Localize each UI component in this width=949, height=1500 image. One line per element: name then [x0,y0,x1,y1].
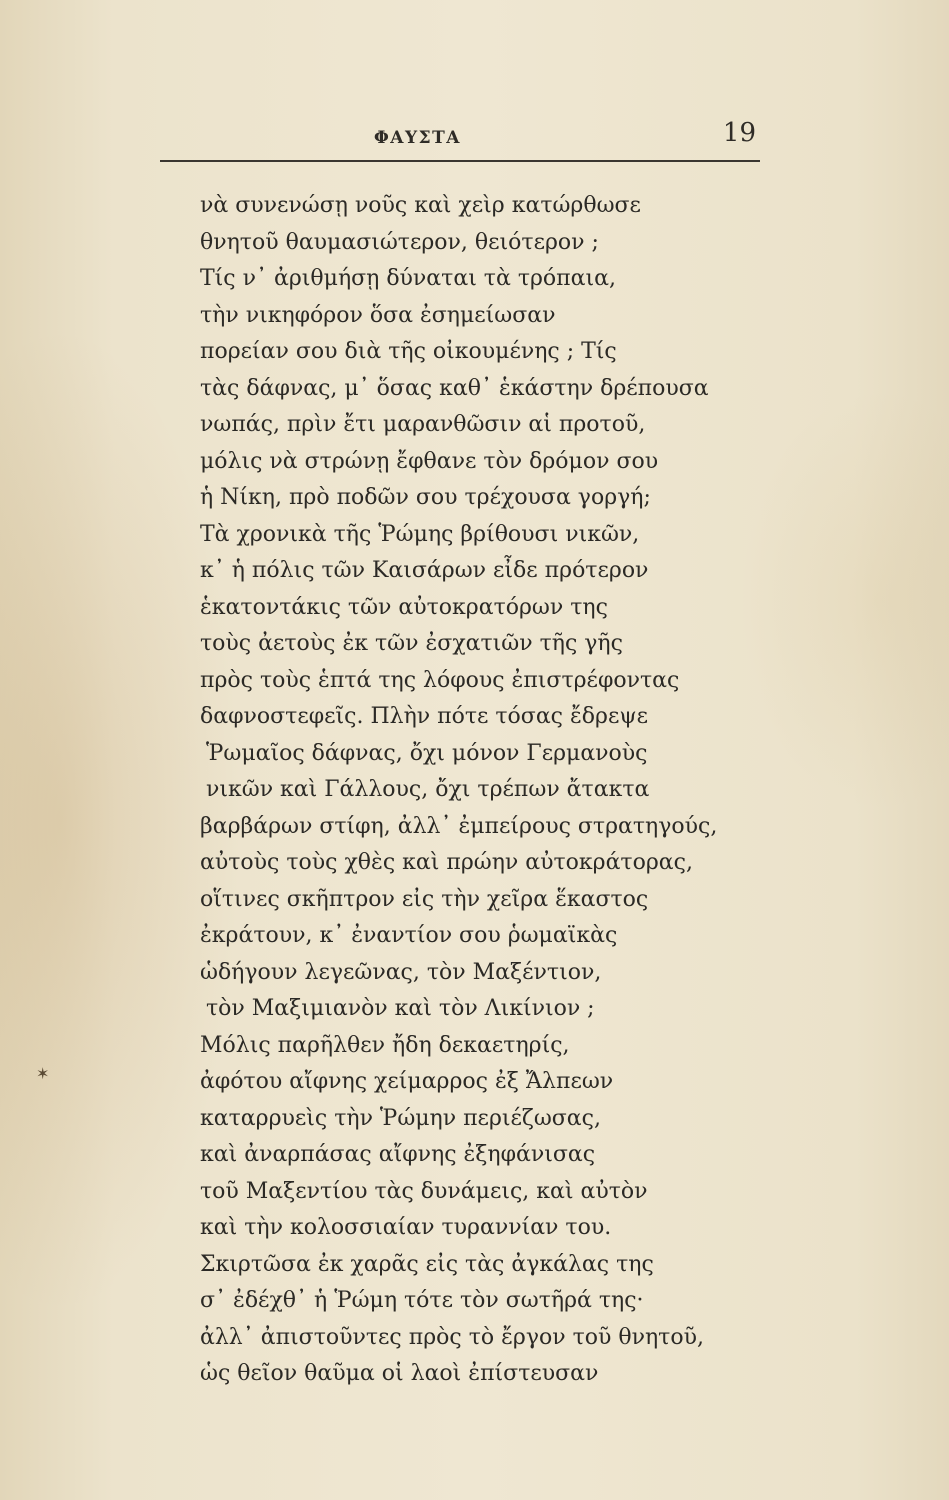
text-line: οἵτινες σκῆπτρον εἰς τὴν χεῖρα ἕκαστος [200,886,649,912]
text-line: νωπάς, πρὶν ἔτι μαρανθῶσιν αἱ προτοῦ, [200,412,646,437]
poem-text [200,188,760,1393]
text-line: Ῥωμαῖος δάφνας, ὄχι μόνον Γερμανοὺς [206,740,648,766]
text-line: ὡς θεῖον θαῦμα οἱ λαοὶ ἐπίστευσαν [200,1361,599,1386]
text-line: ἡ Νίκη, πρὸ ποδῶν σου τρέχουσα γοργή; [200,485,651,510]
header-rule [160,160,760,162]
text-line: Σκιρτῶσα ἐκ χαρᾶς εἰς τὰς ἀγκάλας της [200,1251,654,1277]
text-line: πορείαν σου διὰ τῆς οἰκουμένης ; Τίς [200,339,617,364]
page-header [160,118,760,158]
text-line: μόλις νὰ στρώνῃ ἔφθανε τὸν δρόμον σου [200,448,659,474]
text-line: καὶ τὴν κολοσσιαίαν τυραννίαν του. [200,1215,612,1240]
text-line: ἑκατοντάκις τῶν αὐτοκρατόρων της [200,594,608,620]
text-line: Μόλις παρῆλθεν ἤδη δεκαετηρίς, [200,1032,570,1058]
text-line: ἀφότου αἴφνης χείμαρρος ἐξ Ἄλπεων [200,1069,614,1094]
text-line: δαφνοστεφεῖς. Πλὴν πότε τόσας ἔδρεψε [200,704,649,729]
text-line: ὡδήγουν λεγεῶνας, τὸν Μαξέντιον, [200,959,602,985]
text-line: Τὰ χρονικὰ τῆς Ῥώμης βρίθουσι νικῶν, [200,521,640,547]
text-line: τὰς δάφνας, μ᾿ ὅσας καθ᾿ ἑκάστην δρέπουσα [200,375,709,401]
text-line: καὶ ἀναρπάσας αἴφνης ἐξηφάνισας [200,1142,596,1167]
text-line: νὰ συνενώσῃ νοῦς καὶ χεὶρ κατώρθωσε [200,193,641,218]
text-line: βαρβάρων στίφη, ἀλλ᾿ ἐμπείρους στρατηγούς, [200,813,718,839]
text-line: κ᾿ ἡ πόλις τῶν Καισάρων εἶδε πρότερον [200,558,649,583]
text-line: τοὺς ἀετοὺς ἐκ τῶν ἐσχατιῶν τῆς γῆς [200,631,623,656]
running-title: ΦΑΥΣΤΑ [374,128,461,148]
text-line: αὐτοὺς τοὺς χθὲς καὶ πρώην αὐτοκράτορας, [200,850,693,875]
text-line: ἐκράτουν, κ᾿ ἐναντίον σου ῥωμαϊκὰς [200,923,618,948]
text-line: τὸν Μαξιμιανὸν καὶ τὸν Λικίνιον ; [206,996,595,1021]
text-line: θνητοῦ θαυμασιώτερον, θειότερον ; [200,229,599,255]
text-line: νικῶν καὶ Γάλλους, ὄχι τρέπων ἄτακτα [206,777,650,802]
text-line: σ᾿ ἐδέχθ᾿ ἡ Ῥώμη τότε τὸν σωτῆρά της· [200,1288,644,1313]
text-line: καταρρυεὶς τὴν Ῥώμην περιέζωσας, [200,1105,601,1131]
text-line: τὴν νικηφόρον ὅσα ἐσημείωσαν [200,302,556,328]
ink-blot-icon: ✶ [36,1064,50,1083]
page-number: 19 [722,118,756,148]
text-line: ἀλλ᾿ ἀπιστοῦντες πρὸς τὸ ἔργον τοῦ θνητοῦ, [200,1324,704,1350]
text-line: Τίς ν᾿ ἀριθμήσῃ δύναται τὰ τρόπαια, [200,266,616,291]
text-line: πρὸς τοὺς ἑπτά της λόφους ἐπιστρέφοντας [200,667,680,693]
text-line: τοῦ Μαξεντίου τὰς δυνάμεις, καὶ αὐτὸν [200,1178,648,1204]
